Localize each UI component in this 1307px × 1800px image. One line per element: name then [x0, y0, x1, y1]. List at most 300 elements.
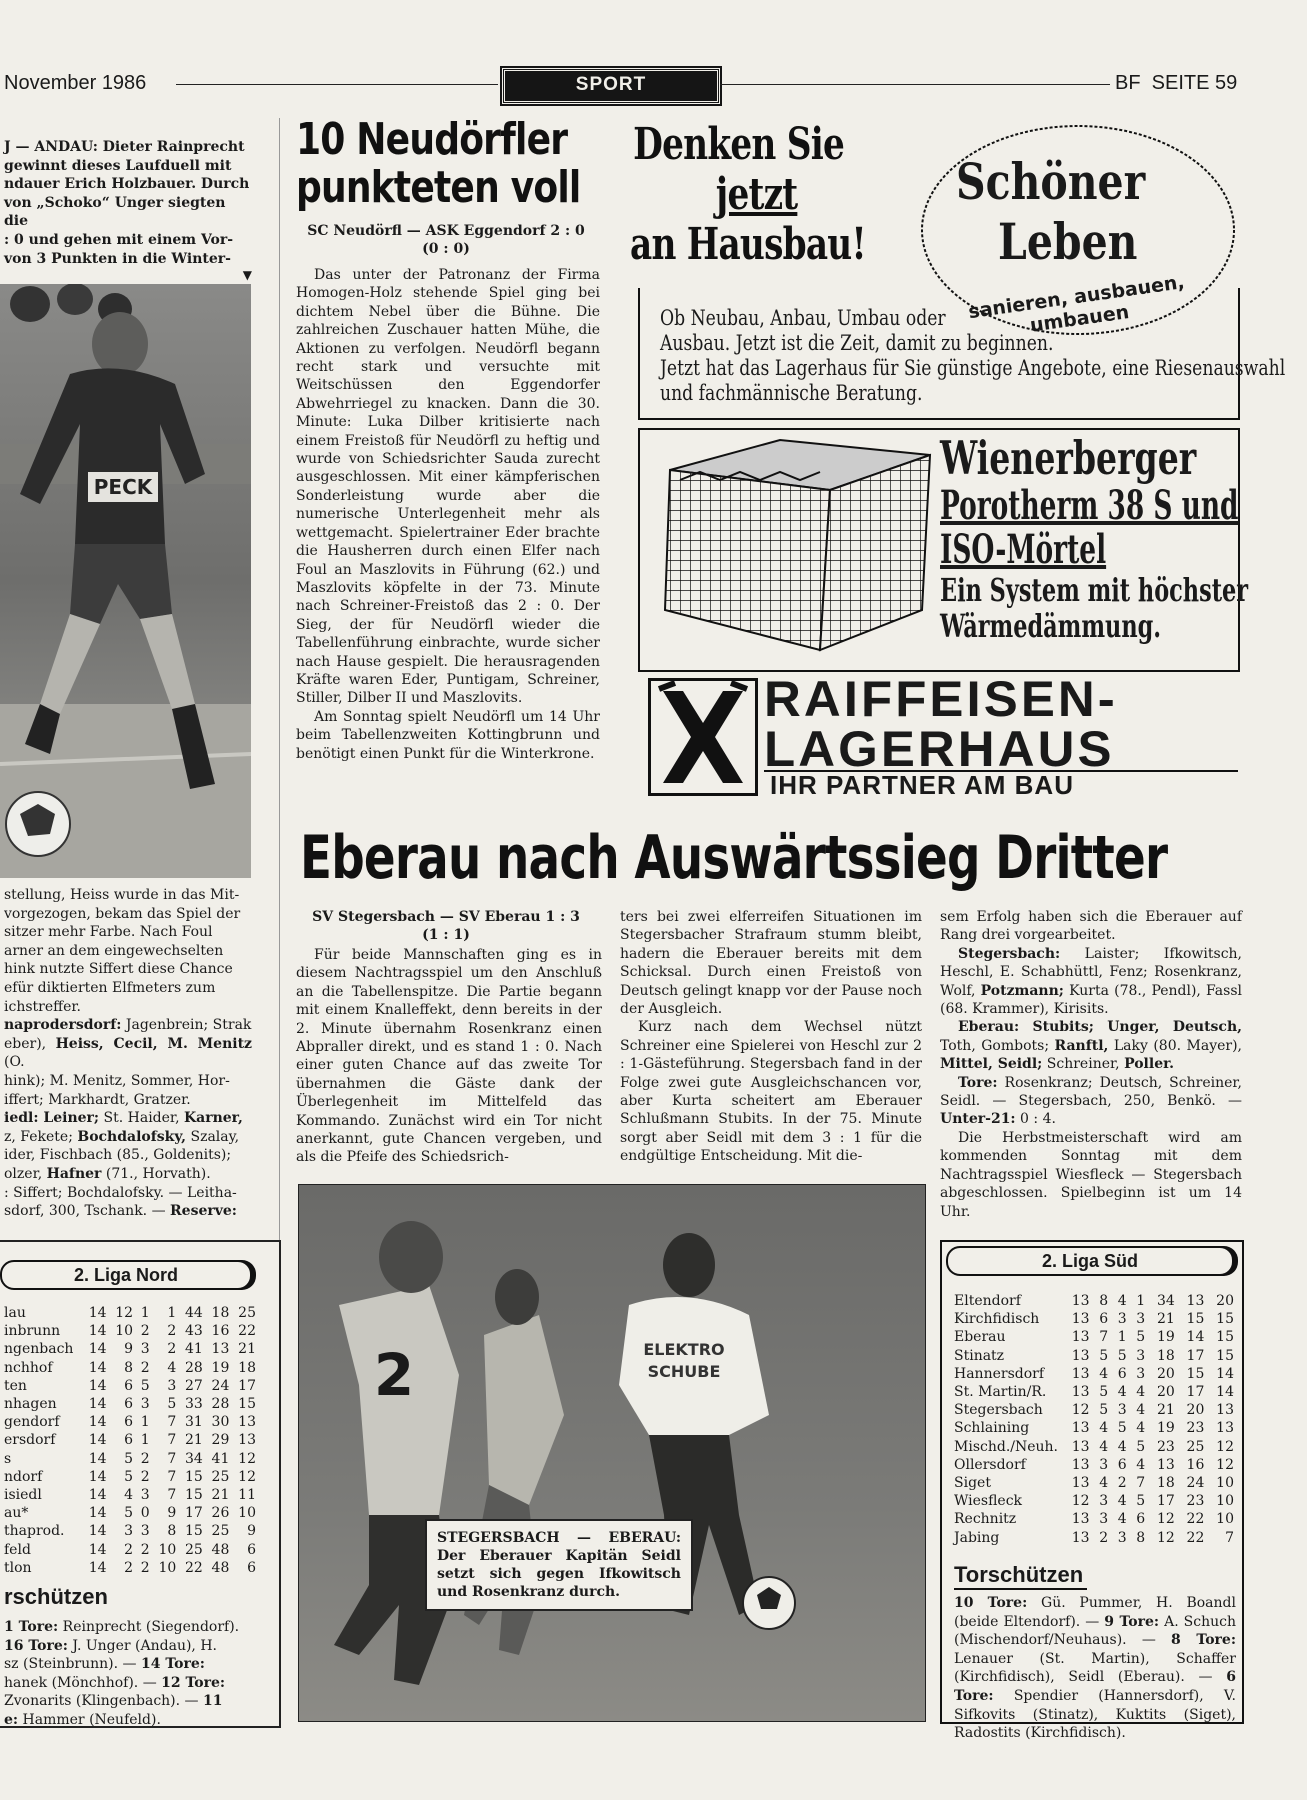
table-cell: 5	[1099, 1402, 1109, 1419]
table-cell: 7	[167, 1414, 177, 1431]
table-cell: 15	[1216, 1329, 1234, 1346]
table-cell: 19	[1156, 1329, 1175, 1346]
table-cell: 24	[1186, 1475, 1205, 1492]
table-cell: 14	[88, 1505, 107, 1522]
table-cell: 2	[140, 1541, 150, 1558]
article2-paragraph: Die Herbstmeisterschaft wird am kommenden Sonntag mit dem Nachtragsspiel Wiesfleck — Stegersbach abgeschlossen. Spielbeginn ist um 14 Uhr.	[940, 1129, 1242, 1220]
table-cell: 6	[124, 1396, 134, 1413]
table-cell: 5	[124, 1450, 134, 1467]
table-cell: 14	[88, 1396, 107, 1413]
table-cell: 8	[1099, 1293, 1109, 1309]
photo-caption-box	[425, 1519, 693, 1611]
table-row	[954, 1328, 1234, 1346]
table-row	[954, 1365, 1234, 1383]
left-line: gewinnt dieses Laufduell mit	[4, 157, 232, 174]
team-name: isiedl	[4, 1487, 42, 1504]
table-cell: 14	[1216, 1365, 1234, 1382]
scorer-line: hanek (Mönchhof). — 12 Tore:	[4, 1674, 226, 1691]
lineup-line: iedl: Leiner; St. Haider, Karner,	[4, 1110, 243, 1127]
table-cell: 12	[238, 1468, 256, 1485]
ad-claim-line1: Ein System mit höchster	[940, 571, 1249, 609]
article2-col2	[620, 908, 922, 1166]
table-row	[954, 1438, 1234, 1456]
team-name: ndorf	[4, 1468, 43, 1485]
article2-halftime: (1 : 1)	[422, 927, 470, 943]
table-cell: 21	[184, 1432, 203, 1449]
table-cell: 6	[247, 1559, 256, 1576]
table-cell: 5	[1117, 1420, 1127, 1437]
ad-company-line1: RAIFFEISEN-	[764, 671, 1118, 727]
team-name: St. Martin/R.	[954, 1384, 1047, 1401]
article1-paragraph: Am Sonntag spielt Neudörfl um 14 Uhr beim Tabellenzweiten Kottingbrunn und benötigt einen Punkt für die Winterkrone.	[296, 708, 600, 762]
table-cell: 9	[167, 1505, 177, 1522]
left-photo	[0, 284, 251, 878]
masthead-rule-left	[176, 84, 498, 85]
team-name: Jabing	[954, 1529, 1000, 1546]
table-row	[954, 1310, 1234, 1328]
brick-illustration	[660, 420, 940, 660]
table-cell: 28	[211, 1396, 230, 1413]
table-cell: 23	[1186, 1420, 1205, 1437]
ad-claim-line2: Wärmedämmung.	[940, 607, 1162, 645]
ad-company-line2: LAGERHAUS	[764, 721, 1115, 777]
table-cell: 15	[1216, 1311, 1234, 1328]
left-line: ndauer Erich Holzbauer. Durch	[4, 176, 250, 193]
article2-col1	[296, 946, 602, 1167]
table-row	[4, 1522, 256, 1540]
table-cell: 21	[238, 1341, 256, 1358]
lineup-line: hink); M. Menitz, Sommer, Hor-	[4, 1072, 230, 1089]
table-cell: 27	[184, 1377, 203, 1394]
table-cell: 3	[1136, 1365, 1146, 1382]
table-cell: 5	[1136, 1329, 1146, 1346]
table-row	[954, 1383, 1234, 1401]
table-cell: 4	[1099, 1438, 1109, 1455]
article2-result: SV Stegersbach — SV Eberau 1 : 3	[312, 909, 580, 925]
table-cell: 13	[1216, 1420, 1234, 1437]
table-cell: 14	[1216, 1384, 1234, 1401]
table-cell: 29	[211, 1432, 230, 1449]
table-cell: 5	[1117, 1347, 1127, 1364]
liga-nord-frame	[0, 1240, 279, 1242]
table-cell: 12	[238, 1450, 256, 1467]
table-cell: 3	[1117, 1311, 1127, 1328]
table-cell: 13	[1071, 1311, 1090, 1328]
table-cell: 2	[1117, 1475, 1127, 1492]
article2-paragraph: Kurz nach dem Wechsel nützt Schreiner eine Spielerei von Heschl zur 2 : 1-Gästeführung. Stegersbach fand in der Folge zwei gute Ausgleichschancen vor, aber Kurta scheitert am Eberauer Schlußmann Stubits. In der 75. Minute sorgt aber Seidl mit dem 3 : 1 für die endgültige Entscheidung. Mit die-	[620, 1019, 922, 1165]
team-name: ten	[4, 1377, 27, 1394]
table-cell: 1	[140, 1305, 150, 1321]
article1-match	[296, 222, 596, 258]
table-cell: 19	[211, 1359, 230, 1376]
team-name: ngenbach	[4, 1341, 74, 1358]
table-cell: 1	[167, 1305, 177, 1321]
table-cell: 14	[88, 1487, 107, 1504]
liga-nord-scorers	[4, 1618, 260, 1730]
table-cell: 6	[124, 1414, 134, 1431]
article1-headline-line2: punkteten voll	[296, 162, 581, 213]
liga-nord-title: 2. Liga Nord	[0, 1260, 252, 1290]
raiffeisen-cross-icon	[651, 681, 755, 793]
table-row	[4, 1486, 256, 1504]
table-cell: 20	[1156, 1365, 1175, 1382]
table-cell: 13	[1071, 1438, 1090, 1455]
table-cell: 7	[167, 1450, 177, 1467]
table-cell: 9	[247, 1523, 256, 1540]
scorer-line: Zvonarits (Klingenbach). — 11	[4, 1693, 223, 1710]
table-cell: 13	[1071, 1347, 1090, 1364]
table-cell: 10	[158, 1559, 177, 1576]
masthead-date: November 1986	[4, 72, 147, 94]
table-cell: 12	[115, 1305, 134, 1321]
table-cell: 48	[211, 1559, 230, 1576]
table-row	[954, 1419, 1234, 1437]
table-cell: 43	[184, 1323, 203, 1340]
ad-text-line: und fachmännische Beratung.	[660, 381, 923, 405]
table-cell: 2	[124, 1559, 134, 1576]
table-cell: 5	[167, 1396, 177, 1413]
table-row	[4, 1304, 256, 1322]
team-name: inbrunn	[4, 1323, 61, 1340]
ad-badge-line2: Leben	[998, 212, 1138, 271]
table-cell: 8	[167, 1523, 177, 1540]
table-cell: 13	[1071, 1511, 1090, 1528]
table-cell: 13	[1071, 1293, 1090, 1309]
table-row	[4, 1377, 256, 1395]
table-cell: 24	[211, 1377, 230, 1394]
table-cell: 18	[1156, 1347, 1175, 1364]
table-cell: 48	[211, 1541, 230, 1558]
table-cell: 7	[167, 1487, 177, 1504]
table-cell: 14	[1186, 1329, 1205, 1346]
ad-headline-line2: jetzt	[715, 169, 798, 220]
ad-text	[660, 306, 1286, 406]
table-cell: 3	[1099, 1493, 1109, 1510]
article2-paragraph: Für beide Mannschaften ging es in diesem Nachtragsspiel um den Anschluß an die Tabellenspitze. Die Partie begann mit einem Knalleffekt, denn bereits in der 2. Minute übernahm Rosenkranz einen Abpraller direkt, und es stand 1 : 0. Nach einer guten Chance auf das zweite Tor übernahmen die Gäste dank der Überlegenheit im Mittelfeld das Kommando. Zunächst wird ein Tor nicht anerkannt, gute Chancen vergeben, und als die Pfeife des Schiedsrich-	[296, 947, 602, 1166]
team-name: ersdorf	[4, 1432, 56, 1449]
table-cell: 10	[1216, 1511, 1234, 1528]
left-line: hink nutzte Siffert diese Chance	[4, 961, 233, 978]
table-cell: 19	[1156, 1420, 1175, 1437]
scorer-line: 16 Tore: J. Unger (Andau), H.	[4, 1637, 217, 1654]
table-cell: 8	[1136, 1529, 1146, 1546]
table-cell: 17	[184, 1505, 203, 1522]
liga-sued-title: 2. Liga Süd	[946, 1246, 1234, 1276]
table-cell: 15	[1186, 1311, 1205, 1328]
table-cell: 3	[124, 1523, 134, 1540]
table-cell: 2	[140, 1468, 150, 1485]
lineup-line: sdorf, 300, Tschank. — Reserve:	[4, 1203, 237, 1220]
table-cell: 5	[1136, 1438, 1146, 1455]
jersey-number: 2	[373, 1341, 415, 1409]
liga-sued-standings	[954, 1292, 1234, 1547]
arrow-icon: ▼	[242, 268, 252, 283]
table-row	[4, 1413, 256, 1431]
table-cell: 4	[1136, 1384, 1146, 1401]
jersey-text: PECK	[93, 475, 153, 499]
ad-headline-line3: an Hausbau!	[630, 219, 866, 270]
table-row	[4, 1340, 256, 1358]
table-cell: 16	[211, 1323, 230, 1340]
table-cell: 13	[1216, 1402, 1234, 1419]
table-cell: 34	[1156, 1293, 1175, 1309]
left-line: J — ANDAU: Dieter Rainprecht	[4, 139, 245, 155]
table-cell: 1	[140, 1432, 150, 1449]
table-cell: 2	[167, 1323, 177, 1340]
table-cell: 17	[1156, 1493, 1175, 1510]
lineup-line: iffert; Markhardt, Gratzer.	[4, 1091, 191, 1108]
table-cell: 1	[1136, 1293, 1146, 1309]
table-cell: 3	[1136, 1347, 1146, 1364]
table-cell: 14	[88, 1323, 107, 1340]
table-cell: 2	[124, 1541, 134, 1558]
article1-result: SC Neudörfl — ASK Eggendorf 2 : 0	[307, 223, 585, 239]
team-name: lau	[4, 1305, 26, 1321]
table-cell: 14	[88, 1359, 107, 1376]
table-cell: 26	[211, 1505, 230, 1522]
table-cell: 12	[1156, 1529, 1175, 1546]
table-row	[4, 1541, 256, 1559]
table-cell: 25	[238, 1305, 256, 1321]
table-cell: 16	[1186, 1456, 1205, 1473]
table-cell: 11	[238, 1487, 256, 1504]
ad-headline-line1: Denken Sie	[633, 119, 845, 170]
lineup-line: z, Fekete; Bochdalofsky, Szalay,	[4, 1128, 240, 1145]
table-cell: 4	[167, 1359, 177, 1376]
table-cell: 14	[88, 1432, 107, 1449]
team-name: Stinatz	[954, 1347, 1005, 1364]
table-cell: 25	[1186, 1438, 1205, 1455]
left-line: von 3 Punkten in die Winter-	[4, 250, 231, 267]
table-cell: 30	[211, 1414, 230, 1431]
table-cell: 5	[1099, 1347, 1109, 1364]
table-cell: 4	[124, 1487, 134, 1504]
table-cell: 13	[1071, 1456, 1090, 1473]
table-cell: 1	[140, 1414, 150, 1431]
raiffeisen-logo	[648, 678, 758, 796]
left-after-photo	[4, 886, 252, 1221]
scorer-line: e: Hammer (Neufeld).	[4, 1711, 161, 1728]
team-name: thaprod.	[4, 1523, 65, 1540]
table-cell: 3	[1117, 1529, 1127, 1546]
table-cell: 5	[1099, 1384, 1109, 1401]
table-row	[954, 1347, 1234, 1365]
table-cell: 13	[1186, 1293, 1205, 1309]
team-name: Ollersdorf	[954, 1456, 1026, 1473]
team-name: Kirchfidisch	[954, 1311, 1040, 1328]
table-cell: 0	[140, 1505, 150, 1522]
ad-product-block	[940, 431, 1249, 645]
table-cell: 4	[1136, 1420, 1146, 1437]
table-row	[4, 1504, 256, 1522]
article1-halftime: (0 : 0)	[422, 241, 470, 257]
table-cell: 6	[124, 1432, 134, 1449]
table-cell: 4	[1117, 1384, 1127, 1401]
article2-col3	[940, 908, 1242, 1221]
table-cell: 2	[140, 1323, 150, 1340]
ad-text-line: Ausbau. Jetzt ist die Zeit, damit zu beginnen.	[660, 331, 1054, 355]
team-name: tlon	[4, 1559, 32, 1576]
team-name: nhagen	[4, 1396, 57, 1413]
article2-photo	[298, 1184, 926, 1722]
article1-headline-line1: 10 Neudörfler	[296, 114, 568, 165]
table-cell: 3	[1136, 1311, 1146, 1328]
left-line: von „Schoko“ Unger siegten die	[4, 194, 226, 230]
table-cell: 13	[238, 1432, 256, 1449]
table-cell: 12	[1071, 1402, 1090, 1419]
article1-paragraph: Das unter der Patronanz der Firma Homogen-Holz stehende Spiel ging bei dichtem Nebel über die Bühne. Die zahlreichen Zuschauer hatten Mühe, die Aktionen zu verfolgen. Neudörfl begann recht stark und versuchte mit Weitschüssen den Eggendorfer Abwehrriegel zu knacken. Dann die 30. Minute: Luka Dilber kritisierte nach einem Freistoß für Neudörfl zu heftig und wurde von Schiedsrichter Sauda zurecht ausgeschlossen. Mit einer kämpferischen Sonderleistung wurde aber die numerische Unterlegenheit mehr als wettgemacht. Spielertrainer Eder brachte die Hausherren durch einen Elfer nach Foul an Maszlovits in Führung (62.) und Maszlovits köpfelte in der 73. Minute nach Schreiner-Freistoß das 2 : 0. Der Sieg, der für Neudörfl wieder die Tabellenführung einbrachte, wurde sicher nach Hause gespielt. Die herausragenden Kräfte waren Eder, Puntigam, Schreiner, Stiller, Dilber II und Maszlovits.	[296, 267, 600, 707]
table-cell: 14	[88, 1541, 107, 1558]
table-cell: 3	[140, 1523, 150, 1540]
table-cell: 20	[1156, 1384, 1175, 1401]
table-row	[4, 1431, 256, 1449]
table-cell: 17	[1186, 1384, 1205, 1401]
table-row	[954, 1456, 1234, 1474]
table-row	[4, 1395, 256, 1413]
table-row	[4, 1450, 256, 1468]
ad-brand: Wienerberger	[940, 431, 1197, 485]
left-photo-image	[0, 284, 251, 878]
team-name: Siget	[954, 1475, 991, 1492]
shirt-text-2: SCHUBE	[647, 1362, 721, 1381]
table-cell: 4	[1099, 1365, 1109, 1382]
table-cell: 5	[140, 1377, 150, 1394]
article2-lineup-steg: Stegersbach: Laister; Ifkowitsch, Heschl, E. Schabhüttl, Fenz; Rosenkranz, Wolf, Potzmann; Kurta (78., Pendl), Fassl (68. Krammer), Kirisits.	[940, 945, 1242, 1018]
left-line: ichstreffer.	[4, 998, 81, 1015]
team-name: Schlaining	[954, 1420, 1030, 1437]
table-cell: 22	[1186, 1511, 1205, 1528]
lineup-line: : Siffert; Bochdalofsky. — Leitha-	[4, 1184, 237, 1201]
table-cell: 4	[1136, 1456, 1146, 1473]
table-cell: 6	[1099, 1311, 1109, 1328]
lineup-line: naprodersdorf: Jagenbrein; Strak	[4, 1017, 252, 1034]
team-name: nchhof	[4, 1359, 53, 1376]
article2-goals: Tore: Rosenkranz; Deutsch, Schreiner, Seidl. — Stegersbach, 250, Benkö. —Unter-21: 0 : 4.	[940, 1074, 1242, 1128]
table-cell: 7	[1225, 1529, 1234, 1546]
table-cell: 10	[115, 1323, 134, 1340]
liga-sued-scorers-title: Torschützen	[954, 1562, 1087, 1590]
article2-lineup-eberau: Eberau: Stubits; Unger, Deutsch, Toth, Gombots; Ranftl, Laky (80. Mayer), Mittel, Seidl; Schreiner, Poller.	[940, 1019, 1243, 1073]
table-cell: 6	[247, 1541, 256, 1558]
ad-slogan-bar	[764, 770, 1238, 798]
table-cell: 15	[1216, 1347, 1234, 1364]
table-row	[954, 1529, 1234, 1547]
table-cell: 18	[211, 1305, 230, 1321]
left-column-rule	[279, 118, 280, 1240]
table-cell: 3	[1099, 1511, 1109, 1528]
table-cell: 44	[184, 1305, 203, 1321]
table-cell: 3	[140, 1396, 150, 1413]
shirt-text-1: ELEKTRO	[643, 1340, 725, 1359]
brick-icon	[660, 420, 940, 660]
section-label	[502, 68, 720, 104]
table-cell: 13	[1071, 1475, 1090, 1492]
table-row	[4, 1559, 256, 1577]
table-cell: 10	[158, 1541, 177, 1558]
team-name: feld	[4, 1541, 31, 1558]
article2-match	[296, 908, 596, 944]
table-cell: 1	[1117, 1329, 1127, 1346]
table-cell: 3	[167, 1377, 177, 1394]
table-cell: 13	[1071, 1384, 1090, 1401]
table-cell: 33	[184, 1396, 203, 1413]
table-cell: 14	[88, 1468, 107, 1485]
table-cell: 2	[140, 1359, 150, 1376]
table-cell: 3	[140, 1341, 150, 1358]
table-cell: 13	[211, 1341, 230, 1358]
table-cell: 14	[88, 1377, 107, 1394]
left-line: : 0 und gehen mit einem Vor-	[4, 231, 234, 248]
table-cell: 41	[184, 1341, 203, 1358]
team-name: Eberau	[954, 1329, 1006, 1346]
table-cell: 13	[238, 1414, 256, 1431]
table-cell: 4	[1117, 1493, 1127, 1510]
ad-headline	[630, 120, 880, 270]
table-cell: 20	[1186, 1402, 1205, 1419]
table-cell: 2	[140, 1450, 150, 1467]
photo-caption: STEGERSBACH — EBERAU: Der Eberauer Kapitän Seidl setzt sich gegen Ifkowitsch und Rosenkranz durch.	[437, 1530, 681, 1600]
table-cell: 13	[1156, 1456, 1175, 1473]
table-cell: 8	[124, 1359, 134, 1376]
liga-nord-scorers-title: rschützen	[4, 1584, 108, 1609]
scorer-line: sz (Steinbrunn). — 14 Tore:	[4, 1656, 205, 1673]
ad-badge-line1: Schöner	[956, 152, 1146, 211]
table-cell: 5	[124, 1505, 134, 1522]
left-line: sitzer mehr Farbe. Nach Foul	[4, 924, 213, 941]
table-cell: 7	[1099, 1329, 1109, 1346]
scorer-paragraph: 10 Tore: Gü. Pummer, H. Boandl (beide Eltendorf). — 9 Tore: A. Schuch (Mischendorf/Neuhaus). — 8 Tore: Lenauer (St. Martin), Schaffer (Kirchfidisch), Seidl (Eberau). — 6 Tore: Spendier (Hannersdorf), V. Sifkovits (Stinatz), Kuktits (Siget), Radostits (Kirchfidisch).	[954, 1595, 1236, 1742]
table-row	[4, 1468, 256, 1486]
article2-paragraph: sem Erfolg haben sich die Eberauer auf Rang drei vorgearbeitet.	[940, 909, 1242, 944]
table-cell: 28	[184, 1359, 203, 1376]
table-cell: 22	[1186, 1529, 1205, 1546]
table-row	[954, 1292, 1234, 1310]
table-cell: 4	[1117, 1438, 1127, 1455]
table-cell: 13	[1071, 1329, 1090, 1346]
table-cell: 10	[238, 1505, 256, 1522]
table-cell: 15	[184, 1468, 203, 1485]
article1-headline	[296, 114, 581, 213]
team-name: Stegersbach	[954, 1402, 1043, 1419]
table-cell: 12	[1156, 1511, 1175, 1528]
team-name: Rechnitz	[954, 1511, 1017, 1528]
table-cell: 14	[88, 1523, 107, 1540]
team-name: gendorf	[4, 1414, 60, 1431]
table-cell: 14	[88, 1414, 107, 1431]
table-cell: 15	[1186, 1365, 1205, 1382]
ad-badge-arc: sanieren, ausbauen, umbauen	[967, 271, 1186, 337]
liga-sued-scorers	[954, 1594, 1236, 1743]
ad-text-line: Ob Neubau, Anbau, Umbau oder	[660, 306, 946, 330]
lineup-line: eber), Heiss, Cecil, M. Menitz (O.	[4, 1035, 252, 1071]
table-cell: 22	[184, 1559, 203, 1576]
table-cell: 4	[1099, 1475, 1109, 1492]
scorer-line: 1 Tore: Reinprecht (Siegendorf).	[4, 1619, 240, 1635]
left-line: arner an dem eingewechselten	[4, 942, 224, 959]
table-row	[954, 1492, 1234, 1510]
table-cell: 12	[1216, 1456, 1234, 1473]
table-cell: 15	[184, 1523, 203, 1540]
table-cell: 10	[1216, 1475, 1234, 1492]
table-cell: 13	[1071, 1420, 1090, 1437]
lineup-line: olzer, Hafner (71., Horvath).	[4, 1165, 211, 1182]
table-cell: 10	[1216, 1493, 1234, 1510]
table-cell: 25	[211, 1468, 230, 1485]
table-cell: 21	[1156, 1402, 1175, 1419]
table-cell: 12	[1216, 1438, 1234, 1455]
table-cell: 9	[124, 1341, 134, 1358]
table-cell: 21	[1156, 1311, 1175, 1328]
